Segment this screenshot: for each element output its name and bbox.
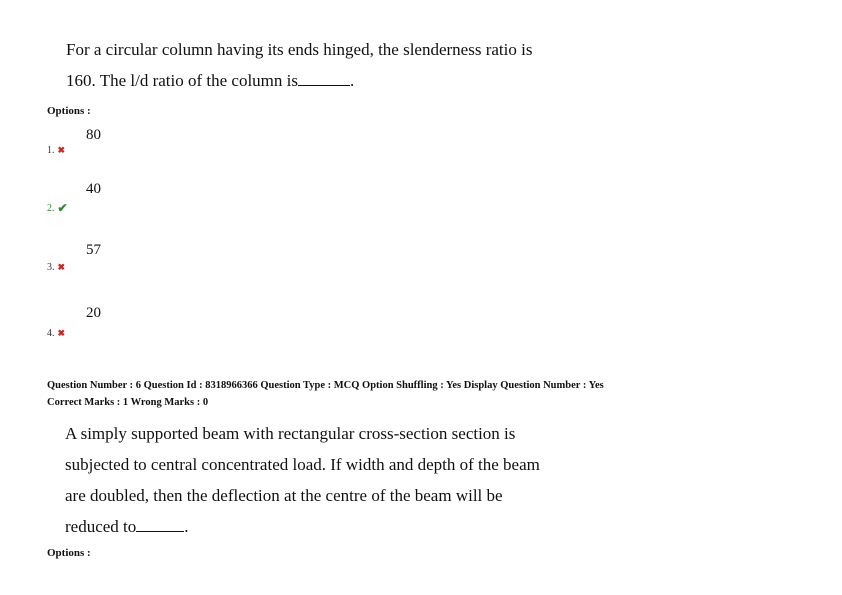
options-label: Options :: [47, 105, 91, 117]
question-1-text: [66, 34, 606, 96]
answer-blank: [136, 531, 184, 532]
option-3-number: 3.: [47, 262, 55, 273]
option-3-marker: [47, 262, 65, 273]
cross-icon: ✖: [57, 328, 66, 338]
question-1-line-1: For a circular column having its ends hinged, the slenderness ratio is: [66, 40, 533, 59]
option-1-number: 1.: [47, 145, 55, 156]
option-2-marker: [47, 201, 68, 216]
cross-icon: ✖: [57, 145, 66, 155]
options-label-2: Options :: [47, 547, 91, 559]
option-2-value: 40: [86, 181, 101, 197]
option-1-value: 80: [86, 127, 101, 143]
option-4-marker: [47, 328, 65, 339]
question-meta-line-1: Question Number : 6 Question Id : 8318966366 Question Type : MCQ Option Shuffling : Yes Display Question Number : Yes: [47, 380, 604, 391]
cross-icon: ✖: [57, 262, 66, 272]
question-2-line-2: subjected to central concentrated load. If width and depth of the beam: [65, 455, 540, 474]
check-icon: ✔: [57, 201, 68, 215]
option-3-value: 57: [86, 242, 101, 258]
question-meta-line-2: Correct Marks : 1 Wrong Marks : 0: [47, 397, 209, 408]
option-4-number: 4.: [47, 328, 55, 339]
question-2-line-1: A simply supported beam with rectangular cross-section section is: [65, 424, 516, 443]
answer-blank: [298, 85, 350, 86]
question-2-line-3: are doubled, then the deflection at the centre of the beam will be: [65, 486, 503, 505]
question-1-line-2: 160. The l/d ratio of the column is .: [66, 71, 355, 90]
question-2-line-4: reduced to .: [65, 517, 189, 536]
option-1-marker: [47, 145, 65, 156]
option-4-value: 20: [86, 305, 101, 321]
option-2-number: 2.: [47, 203, 55, 214]
question-2-text: [65, 418, 585, 542]
